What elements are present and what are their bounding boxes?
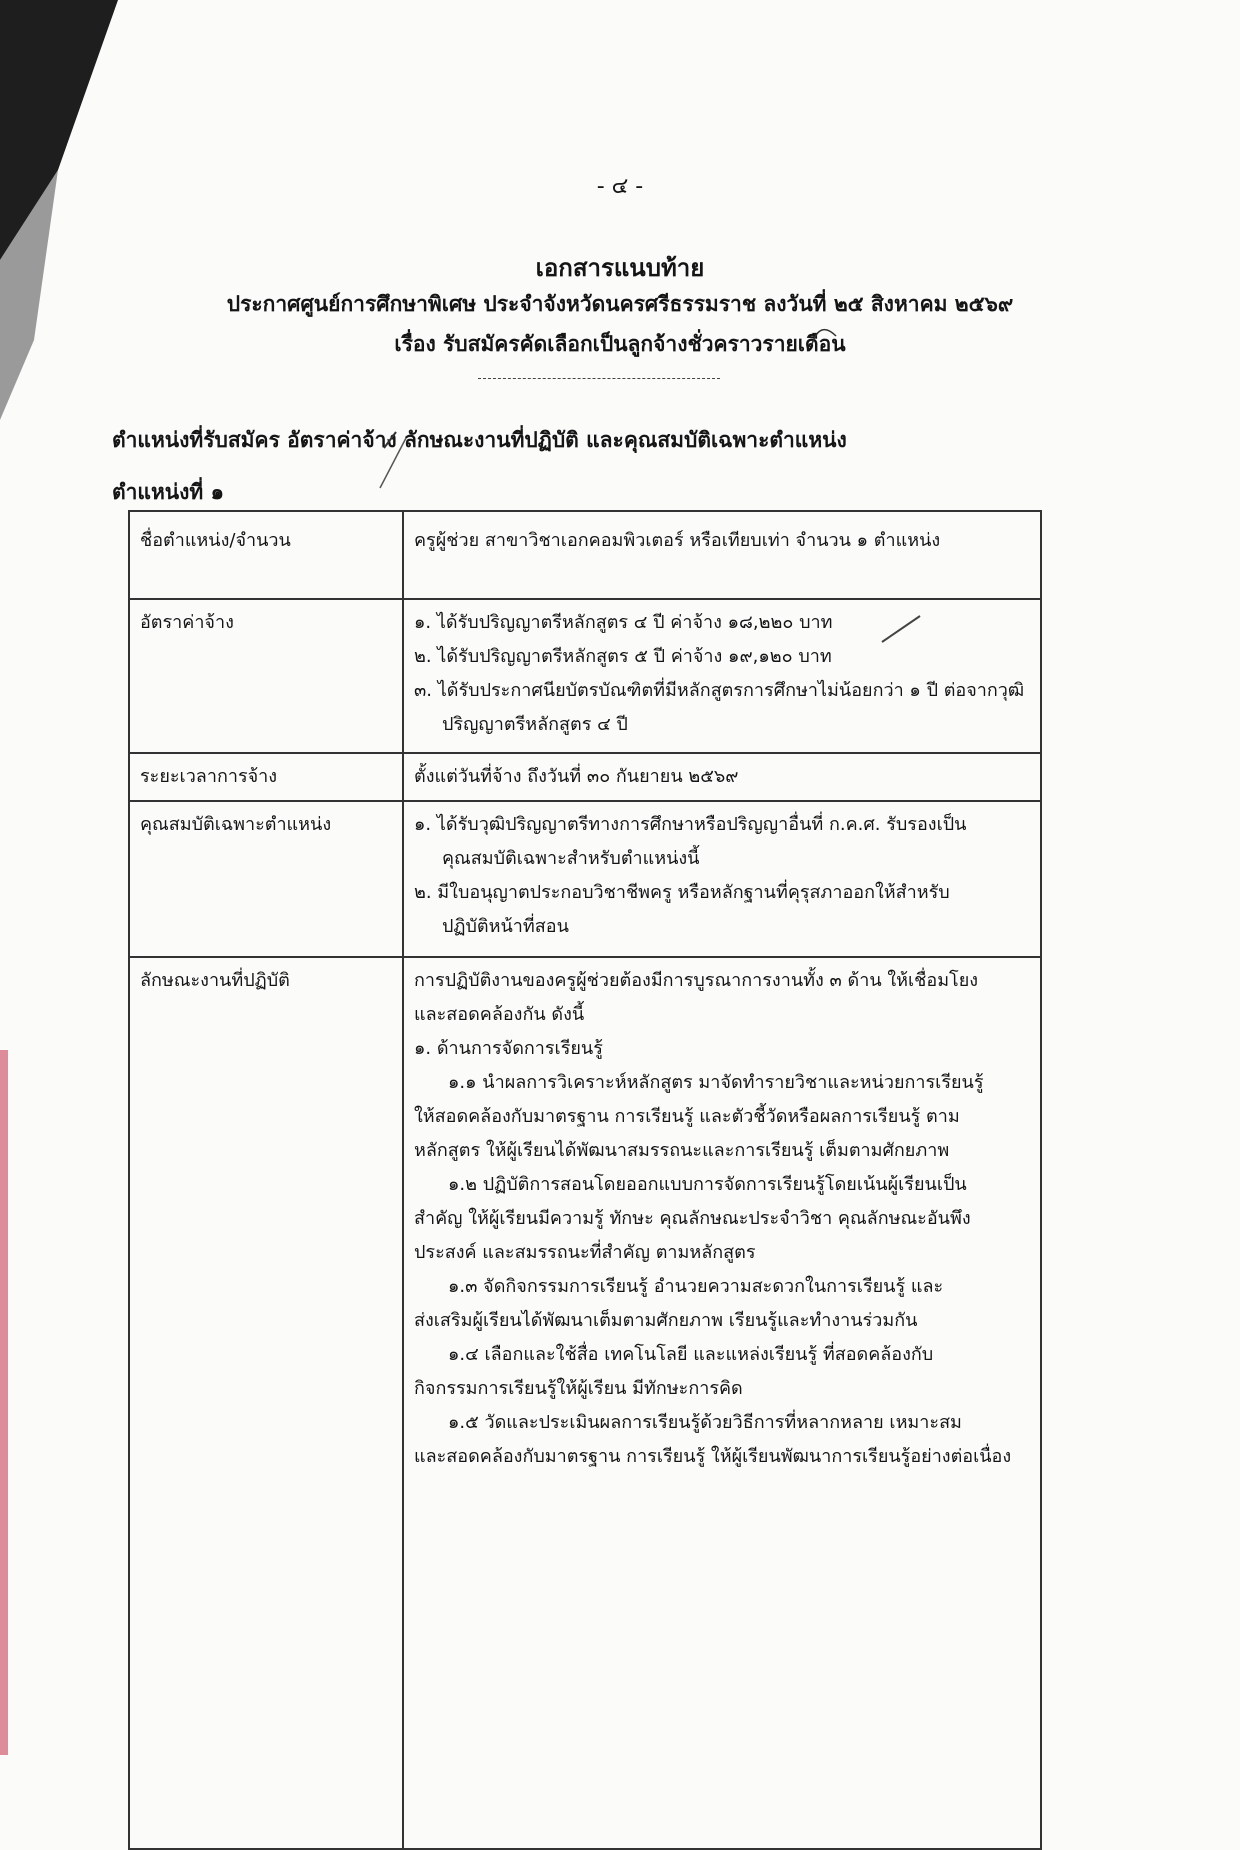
detail-line: ๑.๑ นำผลการวิเคราะห์หลักสูตร มาจัดทำรายวิชาและหน่วยการเรียนรู้ [448,1072,984,1093]
table-row [129,957,1041,1849]
subject-line: เรื่อง รับสมัครคัดเลือกเป็นลูกจ้างชั่วคราวรายเดือน [394,332,846,356]
detail-line: ๑. ได้รับวุฒิปริญญาตรีทางการศึกษาหรือปริญญาอื่นที่ ก.ค.ศ. รับรองเป็น [414,814,967,835]
detail-line: กิจกรรมการเรียนรู้ให้ผู้เรียน มีทักษะการคิด [414,1378,743,1399]
detail-line: ครูผู้ช่วย สาขาวิชาเอกคอมพิวเตอร์ หรือเทียบเท่า จำนวน ๑ ตำแหน่ง [414,530,941,551]
section-heading: ตำแหน่งที่รับสมัคร อัตราค่าจ้าง ลักษณะงานที่ปฏิบัติ และคุณสมบัติเฉพาะตำแหน่ง [112,428,847,452]
detail-line: การปฏิบัติงานของครูผู้ช่วยต้องมีการบูรณาการงานทั้ง ๓ ด้าน ให้เชื่อมโยง [414,970,979,991]
row-label: อัตราค่าจ้าง [129,599,403,753]
detail-line: ตั้งแต่วันที่จ้าง ถึงวันที่ ๓๐ กันยายน ๒๕๖๙ [414,766,739,787]
row-details [403,801,1041,957]
detail-line: ประสงค์ และสมรรถนะที่สำคัญ ตามหลักสูตร [414,1242,756,1263]
detail-line: ๑.๒ ปฏิบัติการสอนโดยออกแบบการจัดการเรียนรู้โดยเน้นผู้เรียนเป็น [448,1174,967,1195]
detail-line: ๑. ด้านการจัดการเรียนรู้ [414,1038,603,1059]
detail-line: ๒. มีใบอนุญาตประกอบวิชาชีพครู หรือหลักฐานที่คุรุสภาออกให้สำหรับ [414,882,950,903]
row-details [403,957,1041,1849]
page-number: - ๔ - [596,174,644,199]
document-title: เอกสารแนบท้าย [535,254,705,282]
detail-line: และสอดคล้องกัน ดังนี้ [414,1004,585,1025]
job-details-table [128,510,1042,1850]
table-row [129,801,1041,957]
announcement-line: ประกาศศูนย์การศึกษาพิเศษ ประจำจังหวัดนครศรีธรรมราช ลงวันที่ ๒๕ สิงหาคม ๒๕๖๙ [226,292,1014,316]
row-label: ระยะเวลาการจ้าง [129,753,403,801]
row-label: ชื่อตำแหน่ง/จำนวน [129,511,403,599]
detail-line: ให้สอดคล้องกับมาตรฐาน การเรียนรู้ และตัวชี้วัดหรือผลการเรียนรู้ ตาม [414,1106,960,1127]
row-label: คุณสมบัติเฉพาะตำแหน่ง [129,801,403,957]
detail-line: และสอดคล้องกับมาตรฐาน การเรียนรู้ ให้ผู้เรียนพัฒนาการเรียนรู้อย่างต่อเนื่อง [414,1446,1012,1467]
row-details [403,753,1041,801]
detail-line: ปฏิบัติหน้าที่สอน [442,916,569,937]
detail-line: ส่งเสริมผู้เรียนได้พัฒนาเต็มตามศักยภาพ เรียนรู้และทำงานร่วมกัน [414,1310,918,1331]
row-details [403,599,1041,753]
table-row [129,753,1041,801]
header-divider [478,378,720,379]
detail-line: ๑.๕ วัดและประเมินผลการเรียนรู้ด้วยวิธีการที่หลากหลาย เหมาะสม [448,1412,962,1433]
detail-line: ๒. ได้รับปริญญาตรีหลักสูตร ๕ ปี ค่าจ้าง ๑๙,๑๒๐ บาท [414,646,832,667]
position-label: ตำแหน่งที่ ๑ [112,480,224,504]
detail-line: ๓. ได้รับประกาศนียบัตรบัณฑิตที่มีหลักสูตรการศึกษาไม่น้อยกว่า ๑ ปี ต่อจากวุฒิ [414,680,1025,701]
detail-line: คุณสมบัติเฉพาะสำหรับตำแหน่งนี้ [442,848,700,869]
detail-line: ๑.๓ จัดกิจกรรมการเรียนรู้ อำนวยความสะดวกในการเรียนรู้ และ [448,1276,944,1297]
row-details [403,511,1041,599]
detail-line: ๑.๔ เลือกและใช้สื่อ เทคโนโลยี และแหล่งเรียนรู้ ที่สอดคล้องกับ [448,1344,934,1365]
table-row [129,599,1041,753]
row-label: ลักษณะงานที่ปฏิบัติ [129,957,403,1849]
detail-line: หลักสูตร ให้ผู้เรียนได้พัฒนาสมรรถนะและการเรียนรู้ เต็มตามศักยภาพ [414,1140,950,1161]
detail-line: สำคัญ ให้ผู้เรียนมีความรู้ ทักษะ คุณลักษณะประจำวิชา คุณลักษณะอันพึง [414,1208,971,1229]
detail-line: ปริญญาตรีหลักสูตร ๔ ปี [442,714,628,735]
table-row [129,511,1041,599]
detail-line: ๑. ได้รับปริญญาตรีหลักสูตร ๔ ปี ค่าจ้าง ๑๘,๒๒๐ บาท [414,612,833,633]
